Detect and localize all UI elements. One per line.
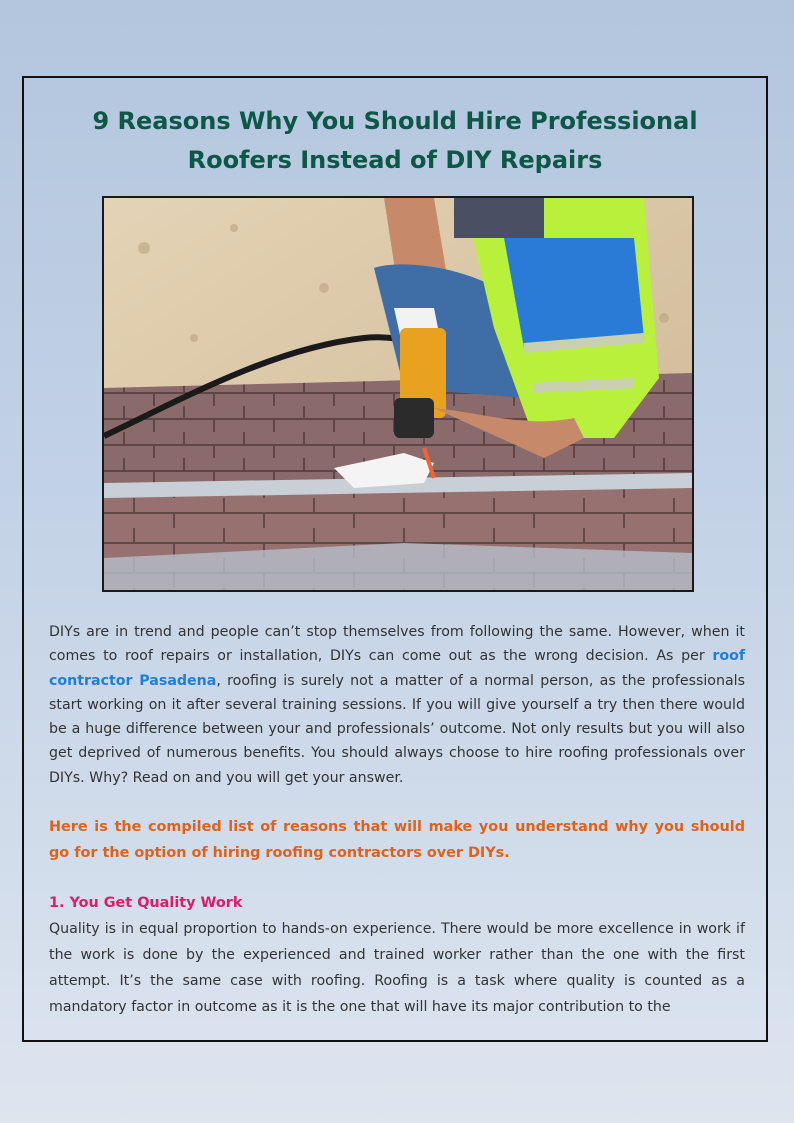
page-title [24, 102, 766, 180]
callout-text: Here is the compiled list of reasons that will make you understand why you should go for the option of hiring roofing contractors over DIYs. [49, 819, 745, 862]
section-1-body: Quality is in equal proportion to hands-on experience. There would be more excellence in work if the work is done by the experienced and trained worker rather than the one with the first attempt. It’s the same case with roofing. Roofing is a task where quality is counted as a mandatory factor in outcome as it is the one that will have its major contribution to the [49, 921, 745, 1016]
intro-paragraph: DIYs are in trend and people can’t stop themselves from following the same. However, when it comes to roof repairs or installation, DIYs can come out as the wrong decision. As per roof contractor Pasadena, roofing is surely not a matter of a normal person, as the professionals start working on it after several training sessions. If you will give yourself a try then there would be a huge difference between your and professionals’ outcome. Not only results but you will also get deprived of numerous benefits. You should always choose to hire roofing professionals over DIYs. Why? Read on and you will get your answer. [49, 624, 745, 786]
roof-contractor-link[interactable]: roof contractor Pasadena [49, 648, 745, 689]
roofer-illustration [104, 198, 692, 590]
roofer-photo [102, 196, 694, 592]
title-line-2: Roofers Instead of DIY Repairs [187, 146, 603, 174]
section-1-heading: 1. You Get Quality Work [49, 895, 243, 912]
article-body [49, 620, 745, 1020]
title-line-1: 9 Reasons Why You Should Hire Professional [92, 107, 698, 135]
document-frame [22, 76, 768, 1042]
